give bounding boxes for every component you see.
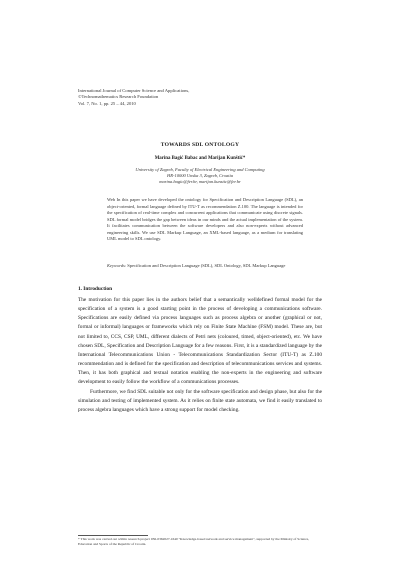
section-body — [78, 296, 322, 415]
footnote: * This work was carried out within research project 036-0362027-1640 "Knowledge-based network and service management", supported by the Ministry of Science, Education and Sports of the Republic of Croatia. — [78, 537, 310, 546]
affiliation-address: HR-10000 Unska 3, Zagreb, Croatia — [167, 173, 233, 179]
paper-title: TOWARDS SDL ONTOLOGY — [160, 142, 240, 148]
section-heading: 1. Introduction — [78, 286, 113, 292]
paper-authors: Marina Bagić Babac and Marijan Kunštić* — [154, 156, 246, 161]
body-paragraph: The motivation for this paper lies in the authors belief that a semantically welldefined formal model for the specification of a system is a good starting point in the process of developing a communications software. Specifications are easily defined via process languages such as process algebra or another (graphical or not, formal or informal) languages or frameworks which rely on Finite State Machine (FSM) model. These are, but not limited to, CCS, CSP, UML, different dialects of Petri nets (coloured, timed, object-oriented), etc. We have chosen SDL, Specification and Description Language for a few reasons. First, it is a standardized language by the International Telecommunications Union - Telecommunications Standardization Sector (ITU-T) as Z.100 recommendation and is defined for the specification and description of telecommunications services and systems. Then, it has both graphical and textual notation enabling the non-experts in the engineering and software development to easily follow the workflow of a communications processes. — [78, 297, 322, 386]
footnote-divider — [78, 535, 148, 536]
keywords — [107, 263, 303, 270]
journal-publisher: ©Technomathematics Research Foundation — [78, 94, 159, 100]
affiliation-institution: University of Zagreb, Faculty of Electrical Engineering and Computing — [135, 167, 265, 172]
journal-volume: Vol. 7, No. 1, pp. 25 – 44, 2010 — [78, 100, 136, 106]
abstract: Web In this paper we have developed the ontology for Specification and Description Language (SDL), an object-oriented, formal language defined by ITU-T as recommendation Z.100. The language is intended for the specification of real-time complex and concurrent applications that communicate using discrete signals. SDL formal model bridges the gap between ideas in our minds and the actual implementation of the system. It facilitates communication between the software developers and also non-experts without advanced engineering skills. We use SDL Markup Language, an XML-based language, as a medium for translating UML model to SDL ontology. — [107, 197, 303, 241]
keywords-text: : Specification and Description Language (SDL), SDL Ontology, SDL Markup Language — [124, 263, 286, 268]
affiliation-emails: marina.bagic@fer.hr, marijan.kunstic@fer.hr — [159, 179, 241, 185]
journal-name: International Journal of Computer Science and Applications, — [78, 88, 190, 93]
author-affiliation — [0, 167, 400, 185]
keywords-label: Keywords — [107, 263, 125, 268]
journal-header — [78, 88, 278, 107]
body-paragraph: Furthermore, we find SDL suitable not only for the software specification and design phase, but also for the simulation and testing of implemented system. As it relies on finite state automata, we find it easily translated to process algebra languages which have a strong support for model checking. — [78, 388, 322, 413]
